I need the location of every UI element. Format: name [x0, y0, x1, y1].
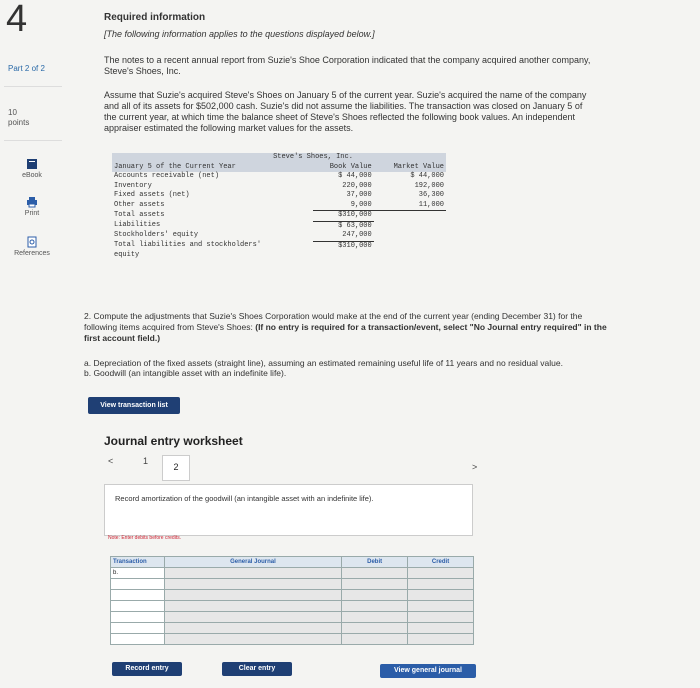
required-info-title: Required information	[104, 12, 206, 23]
references-button[interactable]	[10, 236, 54, 257]
row-book: 9,000	[313, 201, 374, 211]
question-2-line2	[84, 322, 607, 333]
entry-description: Record amortization of the goodwill (an intangible asset with an indefinite life).	[115, 494, 374, 503]
intro-p2-line4: appraiser estimated the following market values for the assets.	[104, 123, 354, 133]
table-row	[112, 201, 446, 211]
intro-p2-line1: Assume that Suzie's acquired Steve's Shoes on January 5 of the current year. Suzie's acquired the name of the company	[104, 90, 587, 100]
row-label: Stockholders' equity	[114, 231, 199, 240]
table-row	[112, 221, 446, 231]
credit-input[interactable]	[408, 634, 474, 645]
next-page-button[interactable]: >	[472, 462, 478, 472]
row-market: 192,000	[414, 181, 444, 190]
record-entry-button[interactable]: Record entry	[112, 662, 182, 676]
points-label: points	[8, 118, 30, 127]
account-select[interactable]	[164, 579, 341, 590]
entry-description-box	[104, 484, 473, 536]
journal-row	[111, 623, 474, 634]
ebook-button[interactable]	[10, 158, 54, 179]
references-icon	[26, 236, 38, 248]
page-2-button[interactable]: 2	[162, 455, 190, 481]
table-row	[112, 172, 446, 182]
left-sidebar	[0, 0, 78, 688]
debit-input[interactable]	[342, 612, 408, 623]
view-general-journal-button[interactable]: View general journal	[380, 664, 476, 678]
journal-row	[111, 612, 474, 623]
row-label: Total assets	[114, 211, 165, 219]
intro-p2-line2: and all of its assets for $502,000 cash. Suzie's did not assume the liabilities. The transaction was closed on January 5 of	[104, 101, 583, 111]
debit-input[interactable]	[342, 590, 408, 601]
row-market	[374, 211, 446, 222]
journal-row	[111, 634, 474, 645]
page-1-button[interactable]: 1	[143, 456, 149, 466]
col-book-value: Book Value	[313, 163, 374, 173]
points-value: 10	[8, 108, 17, 117]
transaction-cell[interactable]: b.	[111, 568, 165, 579]
debit-input[interactable]	[342, 623, 408, 634]
transaction-cell[interactable]	[111, 601, 165, 612]
journal-row	[111, 579, 474, 590]
balance-sheet-table	[112, 153, 446, 261]
journal-entry-table	[110, 556, 474, 645]
row-market: 36,300	[418, 191, 444, 199]
row-market: $ 44,000	[410, 172, 444, 180]
row-label: Accounts receivable (net)	[114, 172, 220, 180]
row-market	[374, 231, 446, 241]
row-book: $310,000	[338, 241, 372, 250]
row-market	[374, 251, 446, 261]
row-book: 37,000	[346, 191, 372, 199]
question-2-line3: first account field.)	[84, 333, 161, 343]
row-market: 11,000	[374, 201, 446, 211]
references-label: References	[14, 250, 50, 257]
intro-p1-line1: The notes to a recent annual report from Suzie's Shoe Corporation indicated that the company acquired another company,	[104, 55, 591, 65]
table-row	[112, 241, 446, 251]
print-label: Print	[24, 210, 40, 217]
prev-page-button[interactable]: <	[108, 456, 114, 466]
account-select[interactable]	[164, 634, 341, 645]
transaction-cell[interactable]	[111, 623, 165, 634]
transaction-cell[interactable]	[111, 579, 165, 590]
credit-input[interactable]	[408, 590, 474, 601]
row-label: Fixed assets (net)	[114, 191, 190, 199]
table-company: Steve's Shoes, Inc.	[112, 153, 446, 163]
transaction-cell[interactable]	[111, 590, 165, 601]
print-button[interactable]	[10, 196, 54, 217]
table-row	[112, 211, 446, 222]
table-row	[112, 191, 446, 201]
col-debit: Debit	[342, 557, 408, 568]
debit-input[interactable]	[342, 579, 408, 590]
col-transaction: Transaction	[111, 557, 165, 568]
credit-input[interactable]	[408, 601, 474, 612]
row-book: $310,000	[313, 211, 374, 222]
question-2-line2-text: following items acquired from Steve's Shoes:	[84, 322, 256, 332]
row-market	[374, 241, 446, 251]
row-label: Total liabilities and stockholders'	[114, 241, 262, 250]
question-number: 4	[6, 0, 28, 40]
journal-header-row	[111, 557, 474, 568]
row-book: $ 44,000	[338, 172, 372, 180]
item-b: b. Goodwill (an intangible asset with an indefinite life).	[84, 368, 287, 378]
account-select[interactable]	[164, 612, 341, 623]
part-indicator: Part 2 of 2	[8, 64, 45, 73]
journal-row	[111, 590, 474, 601]
col-credit: Credit	[408, 557, 474, 568]
table-period: January 5 of the Current Year	[112, 163, 313, 173]
table-row	[112, 231, 446, 241]
table-row	[112, 182, 446, 192]
points-block	[8, 108, 29, 128]
row-label: Other assets	[114, 200, 165, 209]
transaction-cell[interactable]	[111, 612, 165, 623]
question-2-line1: 2. Compute the adjustments that Suzie's Shoes Corporation would make at the end of the current year (ending December 31) for the	[84, 311, 583, 321]
intro-p1-line2: Steve's Shoes, Inc.	[104, 66, 181, 76]
row-book: 220,000	[342, 181, 372, 190]
row-label: equity	[114, 251, 140, 259]
row-label: Inventory	[114, 181, 152, 190]
table-row	[112, 251, 446, 261]
row-book	[313, 251, 374, 261]
credit-input[interactable]	[408, 623, 474, 634]
credit-input[interactable]	[408, 612, 474, 623]
debit-input[interactable]	[342, 568, 408, 579]
divider	[4, 140, 62, 141]
col-general-journal: General Journal	[164, 557, 341, 568]
row-book: 247,000	[313, 231, 374, 241]
account-select[interactable]	[164, 568, 341, 579]
debit-input[interactable]	[342, 601, 408, 612]
item-a: a. Depreciation of the fixed assets (straight line), assuming an estimated remaining useful life of 11 years and no residual value.	[84, 358, 563, 368]
view-transaction-list-button[interactable]: View transaction list	[88, 397, 180, 414]
account-select[interactable]	[164, 601, 341, 612]
divider	[4, 86, 62, 87]
intro-p2-line3: the current year, at which time the balance sheet of Steve's Shoes reflected the following book values. An independent	[104, 112, 576, 122]
ebook-icon	[26, 158, 38, 170]
account-select[interactable]	[164, 623, 341, 634]
ebook-label: eBook	[22, 172, 42, 179]
journal-row	[111, 601, 474, 612]
credit-input[interactable]	[408, 568, 474, 579]
debit-input[interactable]	[342, 634, 408, 645]
print-icon	[26, 196, 38, 208]
required-info-subtitle: [The following information applies to the questions displayed below.]	[104, 29, 375, 39]
question-2-instruction: (If no entry is required for a transaction/event, select "No Journal entry required" in the	[255, 322, 607, 332]
entry-note: Note: Enter debits before credits.	[108, 535, 182, 541]
account-select[interactable]	[164, 590, 341, 601]
row-book: $ 63,000	[338, 221, 372, 230]
worksheet-title: Journal entry worksheet	[104, 434, 243, 448]
clear-entry-button[interactable]: Clear entry	[222, 662, 292, 676]
row-market	[374, 221, 446, 231]
col-market-value: Market Value	[374, 163, 446, 173]
transaction-cell[interactable]	[111, 634, 165, 645]
credit-input[interactable]	[408, 579, 474, 590]
journal-row	[111, 568, 474, 579]
row-label: Liabilities	[114, 221, 161, 230]
